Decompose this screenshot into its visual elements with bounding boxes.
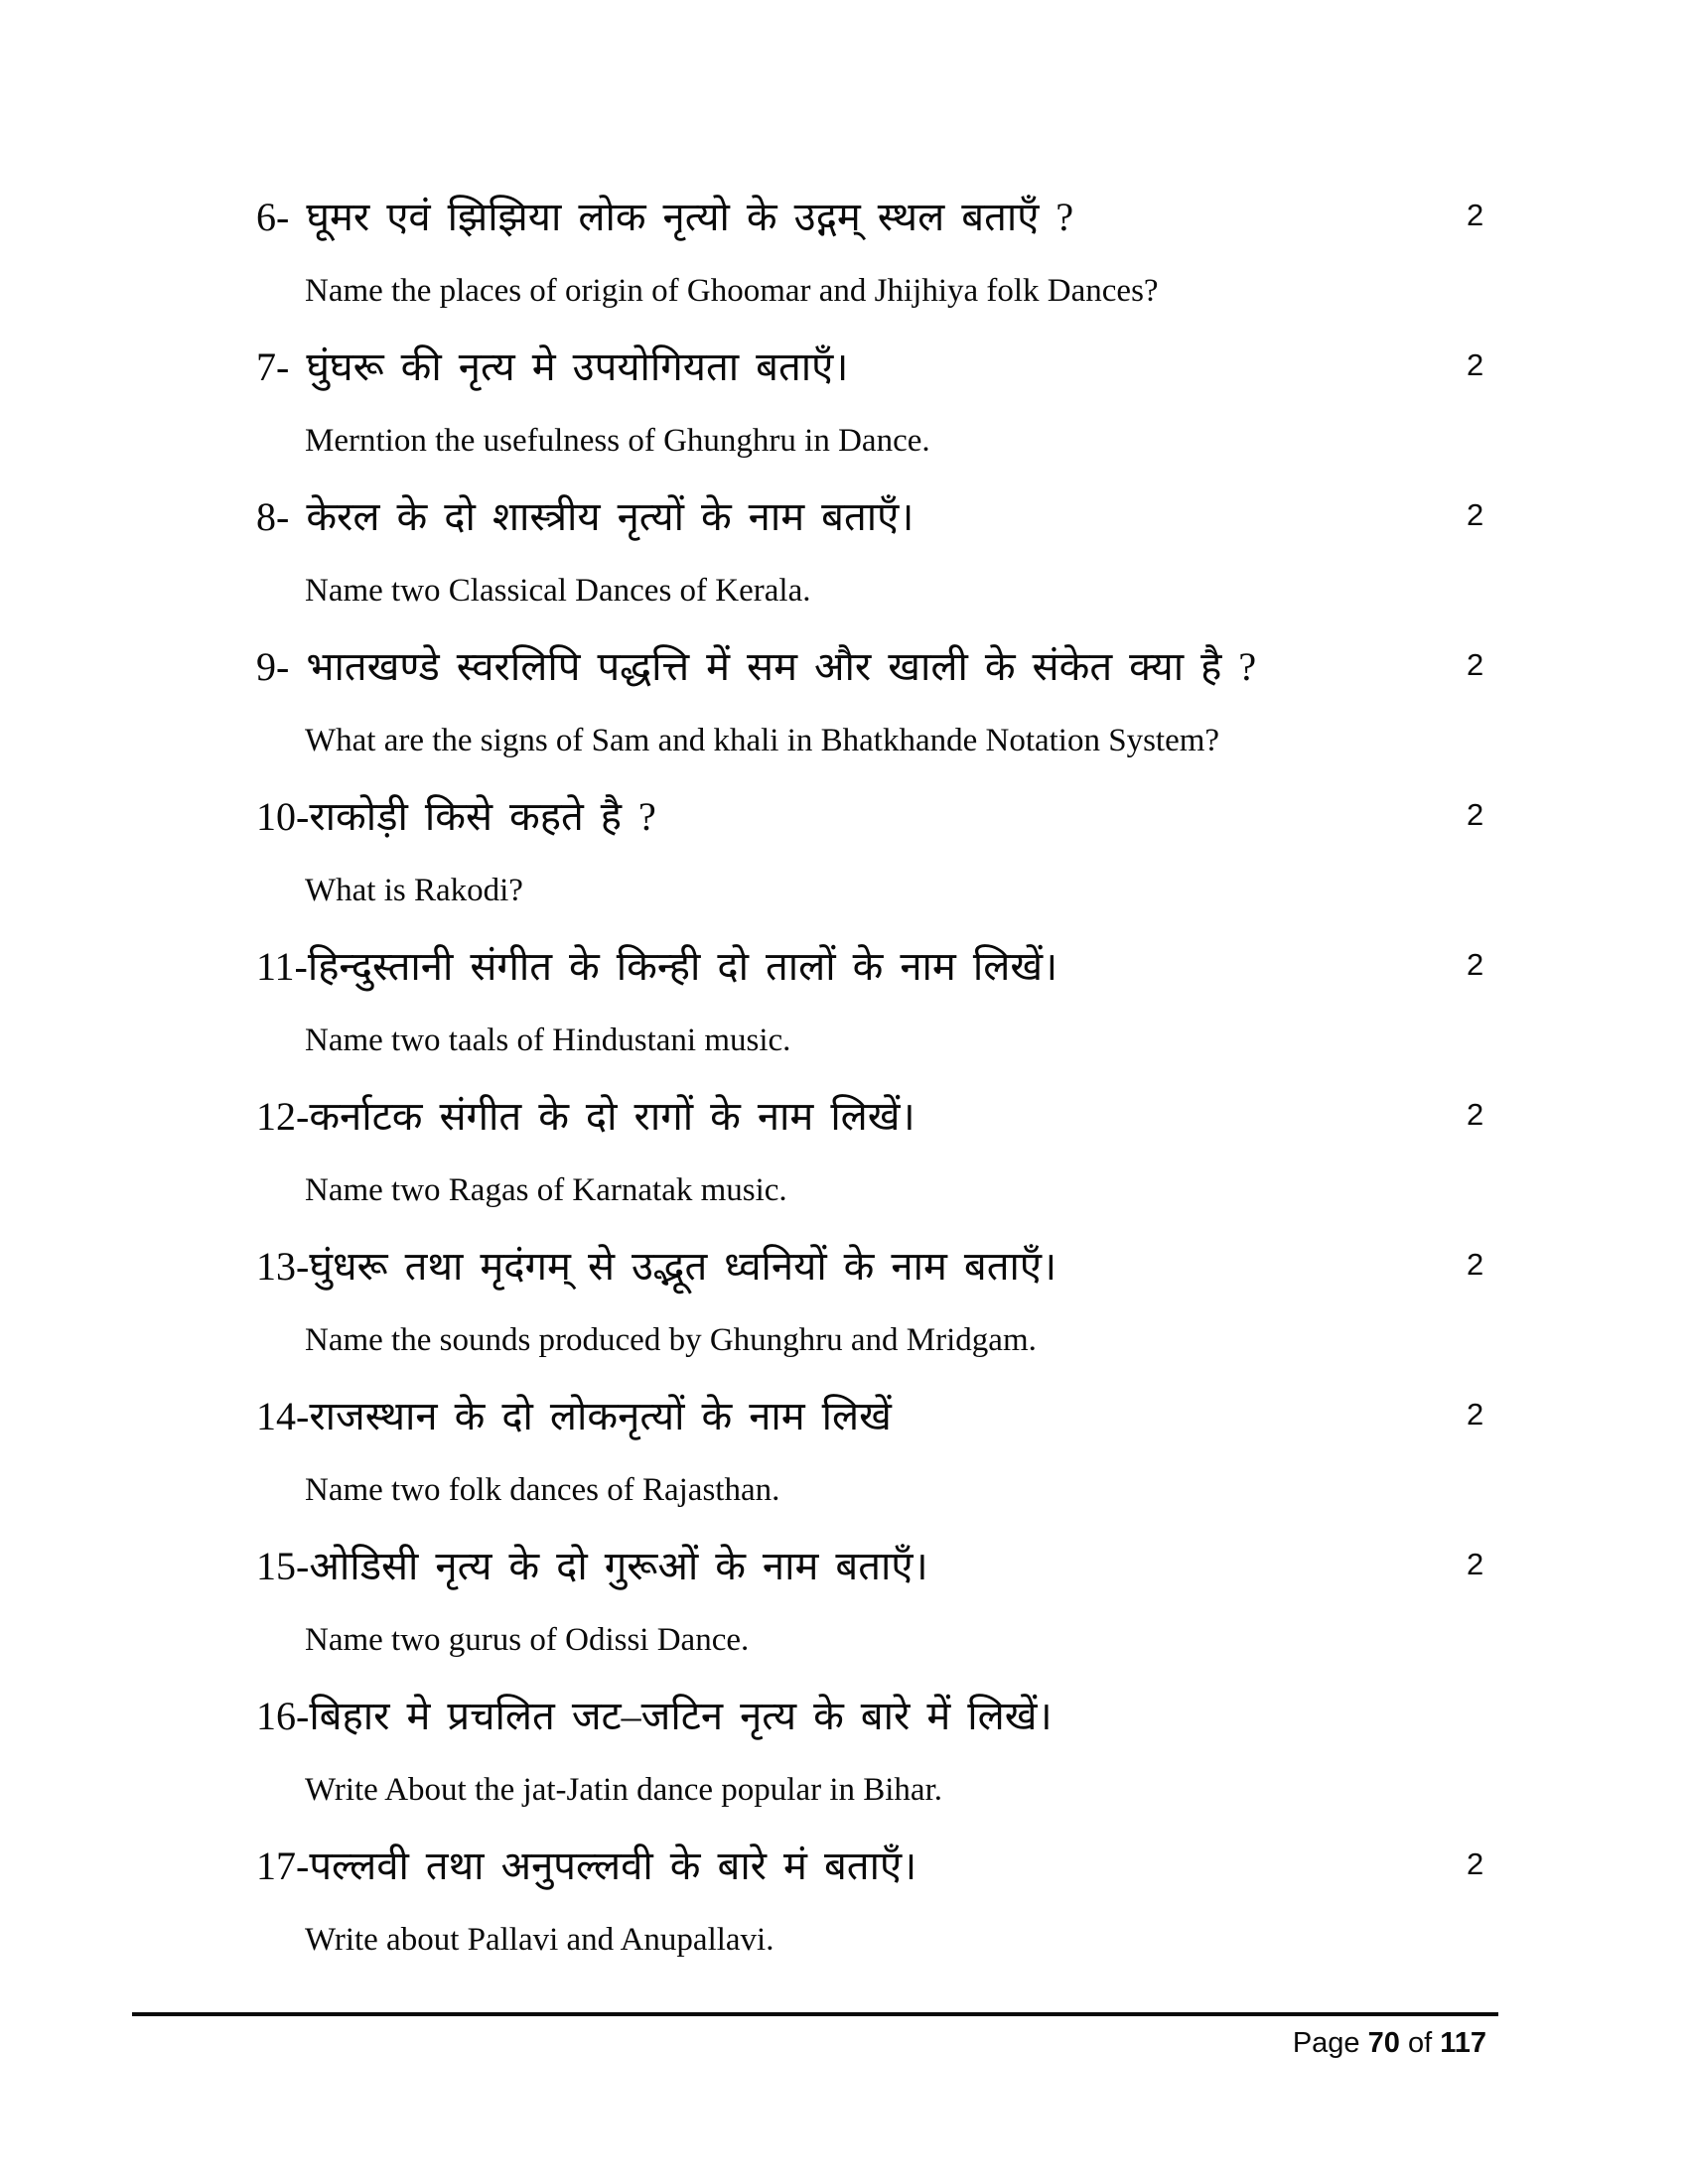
question-marks: 2 bbox=[1467, 1097, 1484, 1132]
question-hindi-line bbox=[0, 189, 1688, 246]
question-hindi-line bbox=[0, 1838, 1688, 1895]
question-item bbox=[0, 1238, 1688, 1361]
question-text-english: Name the places of origin of Ghoomar and Jhijhiya folk Dances? bbox=[305, 273, 1159, 309]
question-hindi-line bbox=[0, 938, 1688, 996]
question-hindi-line bbox=[0, 1538, 1688, 1595]
question-text-english: Name two folk dances of Rajasthan. bbox=[305, 1472, 780, 1508]
question-hindi-line bbox=[0, 1688, 1688, 1745]
question-text-hindi: 10-राकोड़ी किसे कहते है ? bbox=[256, 794, 656, 839]
question-text-english: Name two Ragas of Karnatak music. bbox=[305, 1172, 787, 1208]
question-text-english: Name two Classical Dances of Kerala. bbox=[305, 573, 811, 609]
footer-page-number: 70 bbox=[1367, 2027, 1400, 2059]
question-marks: 2 bbox=[1467, 198, 1484, 232]
question-text-hindi: 11-हिन्दुस्तानी संगीत के किन्ही दो तालों के नाम लिखें। bbox=[256, 944, 1058, 989]
question-marks: 2 bbox=[1467, 1547, 1484, 1581]
question-text-hindi: 8- केरल के दो शास्त्रीय नृत्यों के नाम बताएँ। bbox=[256, 494, 914, 539]
footer-total-pages: 117 bbox=[1440, 2027, 1486, 2059]
question-text-english: What is Rakodi? bbox=[305, 873, 523, 908]
question-list bbox=[0, 189, 1688, 1987]
question-text-hindi: 9- भातखण्डे स्वरलिपि पद्धत्ति में सम और खाली के संकेत क्या है ? bbox=[256, 644, 1257, 689]
question-text-english: Name the sounds produced by Ghunghru and Mridgam. bbox=[305, 1322, 1037, 1358]
question-marks: 2 bbox=[1467, 1846, 1484, 1881]
question-text-english: What are the signs of Sam and khali in Bhatkhande Notation System? bbox=[305, 723, 1220, 758]
question-marks: 2 bbox=[1467, 947, 1484, 982]
question-text-hindi: 17-पल्लवी तथा अनुपल्लवी के बारे मं बताएँ। bbox=[256, 1843, 917, 1888]
question-text-hindi: 14-राजस्थान के दो लोकनृत्यों के नाम लिखें bbox=[256, 1394, 892, 1438]
question-text-hindi: 15-ओडिसी नृत्य के दो गुरूओं के नाम बताएँ। bbox=[256, 1544, 928, 1588]
question-hindi-line bbox=[0, 638, 1688, 696]
question-item bbox=[0, 488, 1688, 612]
footer-page-word: Page bbox=[1292, 2027, 1368, 2059]
question-item bbox=[0, 1088, 1688, 1211]
question-hindi-line bbox=[0, 1238, 1688, 1296]
question-marks: 2 bbox=[1467, 797, 1484, 832]
question-item bbox=[0, 189, 1688, 312]
question-text-english: Merntion the usefulness of Ghunghru in Dance. bbox=[305, 423, 930, 459]
question-item bbox=[0, 1388, 1688, 1511]
question-text-english: Write About the jat-Jatin dance popular in Bihar. bbox=[305, 1772, 943, 1808]
question-text-hindi: 13-घुंधरू तथा मृदंगम् से उद्भूत ध्वनियों के नाम बताएँ। bbox=[256, 1244, 1057, 1289]
question-marks: 2 bbox=[1467, 1397, 1484, 1432]
question-text-hindi: 6- घूमर एवं झिझिया लोक नृत्यो के उद्गम् स्थल बताएँ ? bbox=[256, 195, 1074, 239]
question-hindi-line bbox=[0, 339, 1688, 396]
page-number-footer bbox=[132, 2025, 1486, 2061]
question-hindi-line bbox=[0, 488, 1688, 546]
question-item bbox=[0, 638, 1688, 761]
question-marks: 2 bbox=[1467, 497, 1484, 532]
question-marks: 2 bbox=[1467, 347, 1484, 382]
question-text-hindi: 16-बिहार मे प्रचलित जट–जटिन नृत्य के बारे में लिखें। bbox=[256, 1694, 1053, 1738]
question-item bbox=[0, 1538, 1688, 1661]
footer-divider bbox=[132, 2012, 1498, 2016]
question-text-english: Name two gurus of Odissi Dance. bbox=[305, 1622, 750, 1658]
question-text-english: Name two taals of Hindustani music. bbox=[305, 1023, 791, 1058]
question-marks: 2 bbox=[1467, 1247, 1484, 1282]
question-item bbox=[0, 1688, 1688, 1811]
footer-of-word: of bbox=[1399, 2027, 1441, 2059]
question-item bbox=[0, 339, 1688, 462]
question-hindi-line bbox=[0, 1088, 1688, 1146]
question-text-hindi: 12-कर्नाटक संगीत के दो रागों के नाम लिखें। bbox=[256, 1094, 915, 1139]
question-text-hindi: 7- घुंघरू की नृत्य मे उपयोगियता बताएँ। bbox=[256, 344, 849, 389]
question-hindi-line bbox=[0, 788, 1688, 846]
question-marks: 2 bbox=[1467, 647, 1484, 682]
question-item bbox=[0, 938, 1688, 1061]
question-item bbox=[0, 788, 1688, 911]
question-item bbox=[0, 1838, 1688, 1961]
question-hindi-line bbox=[0, 1388, 1688, 1445]
question-text-english: Write about Pallavi and Anupallavi. bbox=[305, 1922, 774, 1958]
